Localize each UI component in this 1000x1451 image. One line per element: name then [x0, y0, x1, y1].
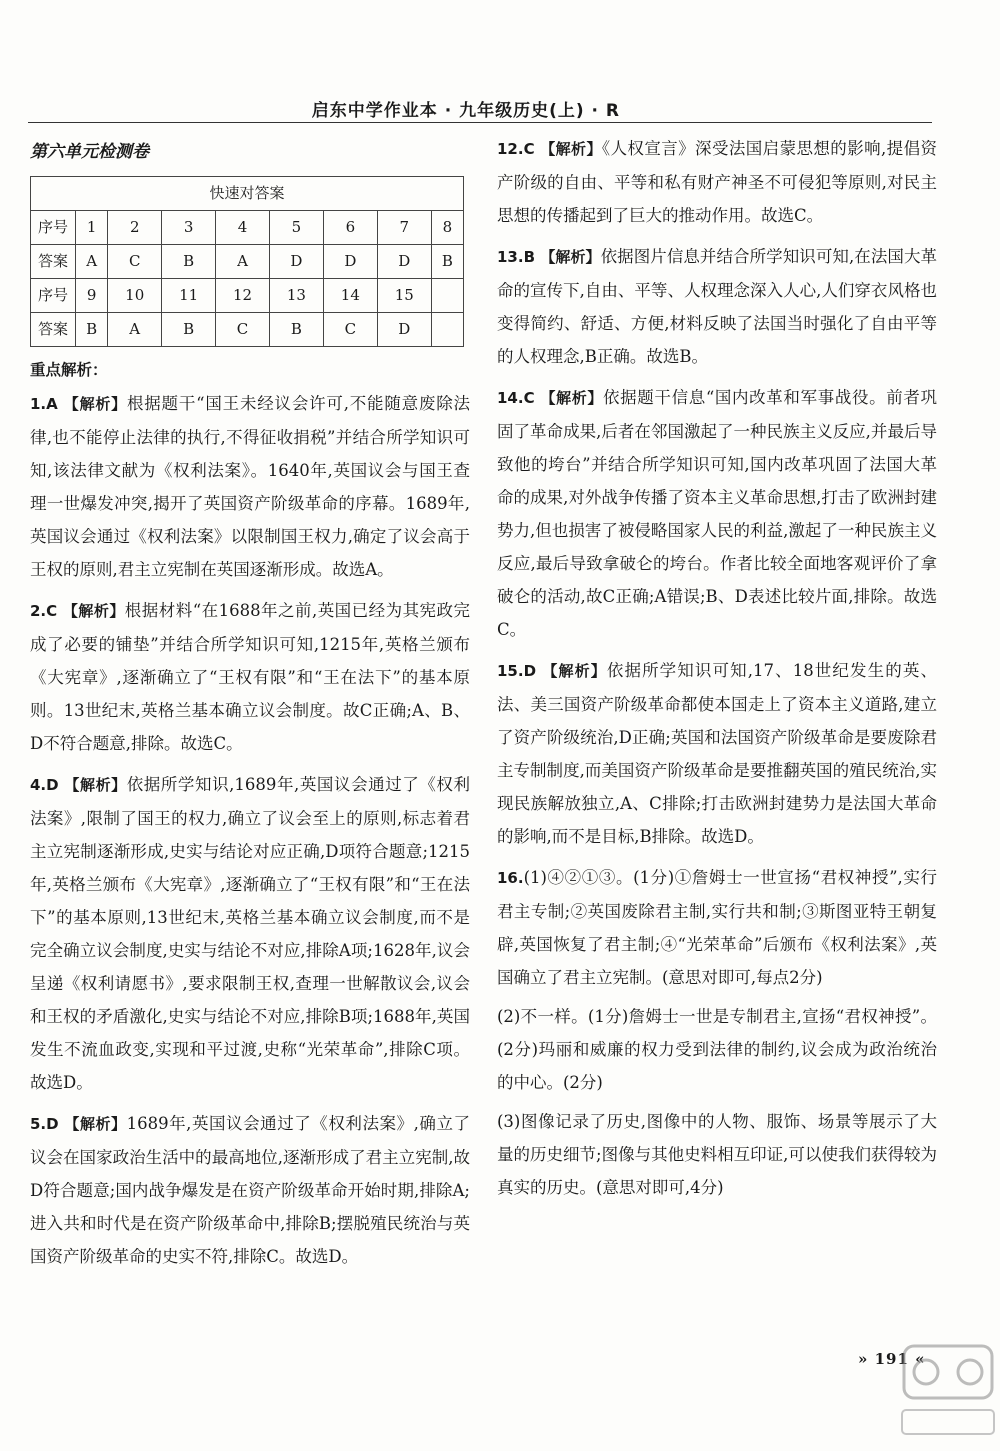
answer-item: [497, 381, 937, 646]
answer-item-16: [497, 861, 937, 1204]
answer-item: [30, 387, 470, 586]
answer-item: [30, 768, 470, 1099]
answer-item: [497, 240, 937, 373]
item-number: 4.: [30, 776, 47, 794]
page-number: » 191 «: [858, 1350, 926, 1368]
item-16-part-3: (3)图像记录了历史,图像中的人物、服饰、场景等展示了大量的历史细节;图像与其他史料相互印证,可以使我们获得较为真实的历史。(意思对即可,4分): [497, 1112, 937, 1197]
item-tag: 【解析】: [540, 140, 602, 158]
header-title: 启东中学作业本 · 九年级历史(上) · R: [311, 101, 620, 121]
table-cell: B: [269, 313, 323, 347]
table-cell: 10: [108, 279, 162, 313]
item-tag: 【解析】: [540, 248, 601, 266]
item-text: 依据所学知识可知,17、18世纪发生的英、法、美三国资产阶级革命都使本国走上了资本主义道路,建立了资产阶级统治,D正确;英国和法国资产阶级革命是要废除君主专制制度,而美国资产阶级革命是要推翻英国的殖民统治,实现民族解放独立,A、C排除;打击欧洲封建势力是法国大革命的影响,而不是目标,B排除。故选D。: [497, 661, 937, 846]
item-text: 《人权宣言》深受法国启蒙思想的影响,提倡资产阶级的自由、平等和私有财产神圣不可侵犯等原则,对民主思想的传播起到了巨大的推动作用。故选C。: [497, 139, 937, 225]
left-column: [30, 132, 470, 1281]
table-row: [31, 279, 464, 313]
item-number: 16.: [497, 869, 524, 887]
item-text: 根据材料“在1688年之前,英国已经为其宪政完成了必要的铺垫”并结合所学知识可知,1215年,英格兰颁布《大宪章》,逐渐确立了“王权有限”和“王在法下”的基本原则。13世纪末,英格兰基本确立议会制度。故C正确;A、B、D不符合题意,排除。故选C。: [30, 601, 470, 753]
table-cell: 12: [216, 279, 270, 313]
item-tag: 【解析】: [542, 662, 607, 680]
answer-table-caption: 快速对答案: [31, 177, 464, 211]
table-cell: 5: [269, 211, 323, 245]
table-cell: C: [108, 245, 162, 279]
table-cell: A: [76, 245, 108, 279]
table-cell: B: [431, 245, 463, 279]
item-number: 15.: [497, 662, 524, 680]
table-cell: 7: [377, 211, 431, 245]
table-cell: B: [162, 313, 216, 347]
item-16-part-1: (1)④②①③。(1分)①詹姆士一世宣扬“君权神授”,实行君主专制;②英国废除君主制,实行共和制;③斯图亚特王朝复辟,英国恢复了君主制;④“光荣革命”后颁布《权利法案》,英国确立了君主立宪制。(意思对即可,每点2分): [497, 868, 937, 987]
item-number: 1.: [30, 395, 47, 413]
table-cell: 14: [323, 279, 377, 313]
table-cell: 3: [162, 211, 216, 245]
item-answer: C: [46, 602, 58, 620]
analysis-heading: 重点解析：: [30, 361, 108, 379]
table-cell: [431, 313, 463, 347]
table-cell: A: [108, 313, 162, 347]
table-cell: C: [216, 313, 270, 347]
item-tag: 【解析】: [64, 1115, 127, 1133]
answer-item: [30, 1107, 470, 1273]
section-title: 第六单元检测卷: [30, 142, 149, 162]
table-cell: C: [323, 313, 377, 347]
table-cell: 序号: [31, 279, 76, 313]
item-text: 依据图片信息并结合所学知识可知,在法国大革命的宣传下,自由、平等、人权理念深入人心,人们穿衣风格也变得简约、舒适、方便,材料反映了法国当时强化了自由平等的人权理念,B正确。故选B。: [497, 247, 937, 366]
table-cell: D: [377, 245, 431, 279]
table-cell: 2: [108, 211, 162, 245]
table-cell: A: [216, 245, 270, 279]
table-cell: 4: [216, 211, 270, 245]
answer-table: [30, 176, 464, 347]
table-row: [31, 211, 464, 245]
table-cell: 1: [76, 211, 108, 245]
item-text: 依据所学知识,1689年,英国议会通过了《权利法案》,限制了国王的权力,确立了议会至上的原则,标志着君主立宪制逐渐形成,史实与结论对应正确,D项符合题意;1215年,英格兰颁布《大宪章》,逐渐确立了“王权有限”和“王在法下”的基本原则,13世纪末,英格兰基本确立议会制度,而不是完全确立议会制度,史实与结论不对应,排除A项;1628年,议会呈递《权利请愿书》,要求限制王权,查理一世解散议会,议会和王权的矛盾激化,史实与结论不对应,排除B项;1688年,英国发生不流血政变,实现和平过渡,史称“光荣革命”,排除C项。故选D。: [30, 775, 470, 1092]
answer-item: [497, 654, 937, 853]
item-answer: D: [523, 662, 537, 680]
item-16-part-2: (2)不一样。(1分)詹姆士一世是专制君主,宣扬“君权神授”。(2分)玛丽和威廉的权力受到法律的制约,议会成为政治统治的中心。(2分): [497, 1007, 937, 1092]
item-tag: 【解析】: [63, 395, 127, 413]
item-answer: A: [46, 395, 58, 413]
table-cell: 答案: [31, 245, 76, 279]
running-header: [28, 96, 932, 123]
table-cell: D: [377, 313, 431, 347]
table-cell: 8: [431, 211, 463, 245]
table-row: [31, 245, 464, 279]
item-number: 14.: [497, 389, 524, 407]
table-cell: D: [323, 245, 377, 279]
item-answer: D: [46, 1115, 59, 1133]
answer-item: [497, 132, 937, 232]
table-cell: 9: [76, 279, 108, 313]
table-cell: 序号: [31, 211, 76, 245]
table-cell: B: [162, 245, 216, 279]
watermark-logo: [900, 1340, 996, 1440]
item-number: 12.: [497, 140, 524, 158]
table-cell: B: [76, 313, 108, 347]
item-tag: 【解析】: [64, 776, 127, 794]
table-cell: 13: [269, 279, 323, 313]
item-answer: C: [523, 389, 535, 407]
item-tag: 【解析】: [62, 602, 125, 620]
item-answer: B: [523, 248, 536, 266]
item-number: 13.: [497, 248, 524, 266]
item-tag: 【解析】: [540, 389, 604, 407]
item-text: 依据题干信息“国内改革和军事战役。前者巩固了革命成果,后者在邻国激起了一种民族主义反应,并最后导致他的垮台”并结合所学知识可知,国内改革巩固了法国大革命的成果,对外战争传播了资本主义革命思想,打击了欧洲封建势力,但也损害了被侵略国家人民的利益,激起了一种民族主义反应,最后导致拿破仑的垮台。作者比较全面地客观评价了拿破仑的活动,故C正确;A错误;B、D表述比较片面,排除。故选C。: [497, 388, 938, 639]
table-cell: 答案: [31, 313, 76, 347]
item-text: 1689年,英国议会通过了《权利法案》,确立了议会在国家政治生活中的最高地位,逐渐形成了君主立宪制,故D符合题意;国内战争爆发是在资产阶级革命开始时期,排除A;进入共和时代是在资产阶级革命中,排除B;摆脱殖民统治与英国资产阶级革命的史实不符,排除C。故选D。: [30, 1114, 470, 1266]
table-cell: [431, 279, 463, 313]
item-answer: D: [46, 776, 59, 794]
table-row: [31, 313, 464, 347]
table-cell: 6: [323, 211, 377, 245]
answer-table-caption-row: [31, 177, 464, 211]
table-cell: D: [269, 245, 323, 279]
item-number: 5.: [30, 1115, 47, 1133]
table-cell: 11: [162, 279, 216, 313]
answer-item: [30, 594, 470, 760]
item-number: 2.: [30, 602, 47, 620]
table-cell: 15: [377, 279, 431, 313]
item-answer: C: [523, 140, 535, 158]
right-column: [497, 132, 937, 1212]
item-text: 根据题干“国王未经议会许可,不能随意废除法律,也不能停止法律的执行,不得征收捐税”并结合所学知识可知,该法律文献为《权利法案》。1640年,英国议会与国王查理一世爆发冲突,揭开了英国资产阶级革命的序幕。1689年,英国议会通过《权利法案》以限制国王权力,确定了议会高于王权的原则,君主立宪制在英国逐渐形成。故选A。: [30, 394, 470, 579]
